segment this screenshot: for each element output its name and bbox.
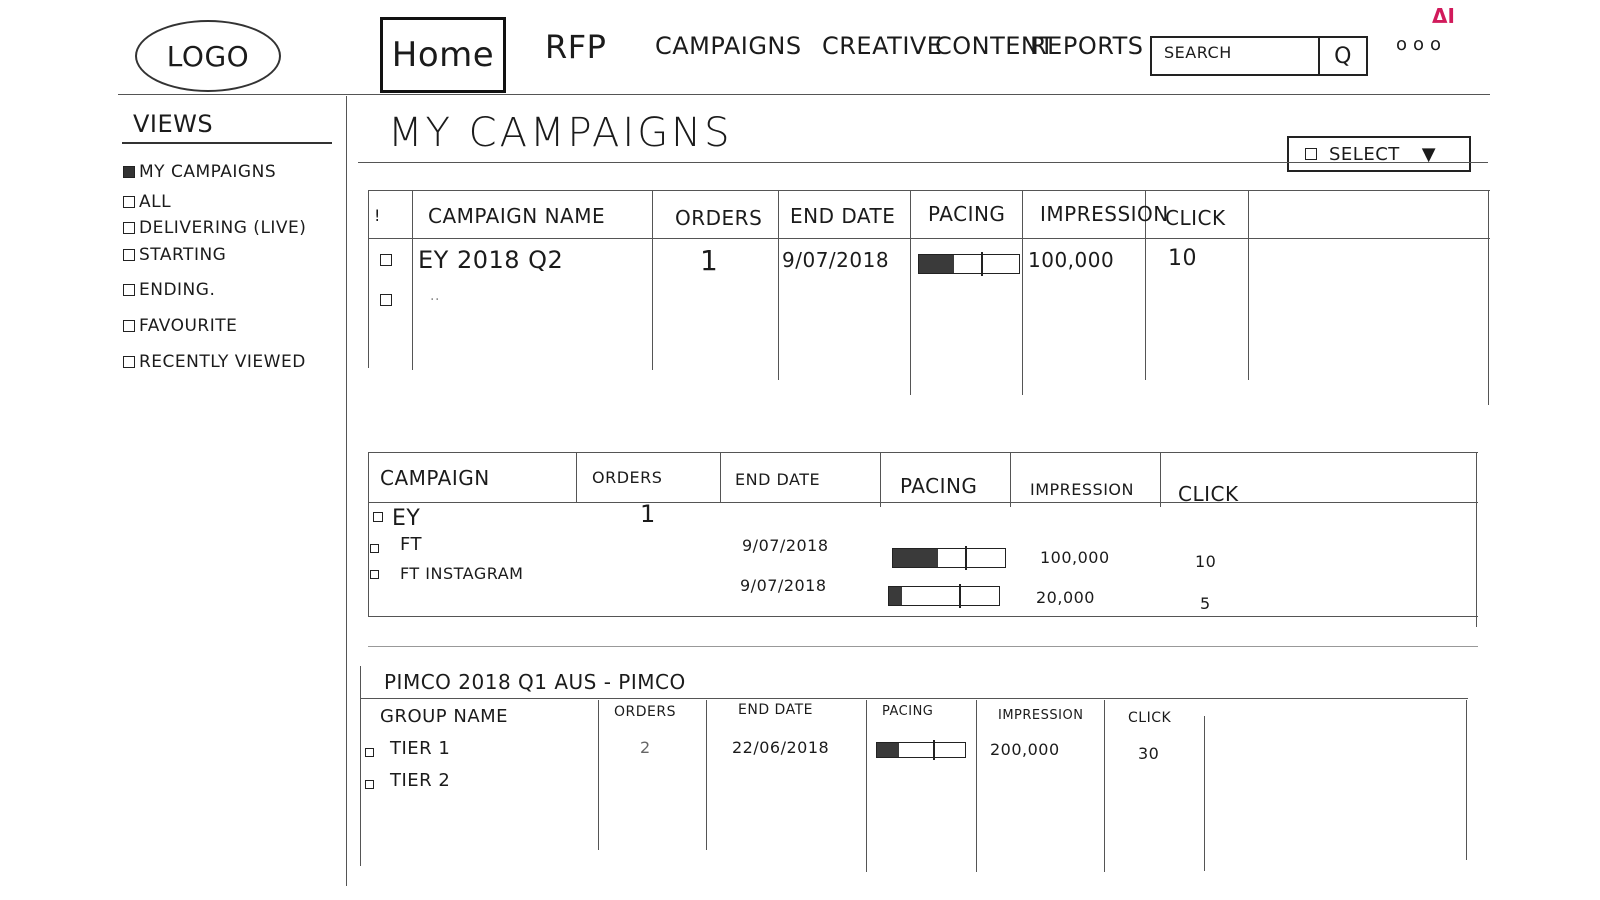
column-divider <box>412 190 413 370</box>
row-checkbox[interactable] <box>380 254 392 266</box>
table-border <box>368 452 369 617</box>
column-header-alert[interactable]: ! <box>374 206 381 225</box>
pacing-target-marker <box>981 252 983 276</box>
table-border <box>368 452 1478 453</box>
clicks-value: 10 <box>1195 552 1217 571</box>
column-header-end-date[interactable]: END DATE <box>735 470 821 489</box>
end-date-value: 9/07/2018 <box>740 576 827 595</box>
sidebar-item-starting[interactable] <box>123 245 226 265</box>
impressions-value: 200,000 <box>990 740 1060 759</box>
pacing-bar <box>888 586 1000 606</box>
pacing-bar <box>892 548 1006 568</box>
sidebar-item-recently-viewed[interactable] <box>123 352 306 372</box>
nav-creative[interactable]: CREATIVE <box>822 32 943 60</box>
logo[interactable]: LOGO <box>135 20 281 92</box>
group-table-title[interactable]: PIMCO 2018 Q1 AUS - PIMCO <box>384 670 686 694</box>
campaign-name-link[interactable]: FT <box>400 534 423 555</box>
campaign-name-link[interactable]: EY <box>392 506 421 531</box>
column-header-click[interactable]: CLICK <box>1178 482 1239 506</box>
column-header-pacing[interactable]: PACING <box>928 202 1006 226</box>
row-checkbox[interactable] <box>380 294 392 306</box>
column-divider <box>598 700 599 850</box>
column-divider <box>1010 452 1011 507</box>
pacing-bar-fill <box>893 549 938 567</box>
table-header-divider <box>368 238 1490 239</box>
sidebar-item-ending[interactable] <box>123 280 215 300</box>
group-name-link[interactable]: TIER 1 <box>390 738 451 759</box>
column-divider <box>720 452 721 502</box>
column-divider <box>778 190 779 380</box>
pacing-bar-fill <box>919 255 954 273</box>
column-divider <box>1160 452 1161 507</box>
column-header-orders[interactable]: ORDERS <box>614 704 676 720</box>
table-border <box>368 190 369 368</box>
checkbox-icon[interactable] <box>123 320 135 332</box>
table-border <box>1488 190 1489 405</box>
sidebar-item-label: MY CAMPAIGNS <box>139 162 277 182</box>
table-border <box>368 190 1490 191</box>
table-border <box>1476 452 1477 627</box>
column-divider <box>1204 716 1205 871</box>
clicks-value: 30 <box>1138 744 1160 763</box>
checkbox-icon[interactable] <box>123 356 135 368</box>
impressions-value: 20,000 <box>1036 588 1095 607</box>
column-header-impression[interactable]: IMPRESSION <box>1040 202 1169 226</box>
column-divider <box>1022 190 1023 395</box>
pacing-bar <box>918 254 1020 274</box>
pacing-bar <box>876 742 966 758</box>
sidebar-item-label: ENDING. <box>139 280 216 300</box>
column-divider <box>1104 700 1105 872</box>
nav-rfp[interactable]: RFP <box>545 28 607 66</box>
sidebar-item-favourite[interactable] <box>123 316 237 336</box>
pacing-target-marker <box>933 740 935 760</box>
end-date-value: 9/07/2018 <box>782 248 890 272</box>
nav-reports[interactable]: REPORTS <box>1030 32 1144 60</box>
campaign-name-link[interactable]: .. <box>430 288 440 304</box>
search-icon[interactable]: Q <box>1318 38 1366 74</box>
row-checkbox[interactable] <box>370 570 379 579</box>
header-divider <box>118 94 1490 95</box>
column-header-campaign-name[interactable]: CAMPAIGN NAME <box>428 204 606 228</box>
table-border <box>360 666 361 866</box>
column-divider <box>910 190 911 395</box>
chevron-down-icon: ▼ <box>1421 143 1437 165</box>
column-header-orders[interactable]: ORDERS <box>675 206 763 230</box>
checkbox-icon[interactable] <box>123 284 135 296</box>
sidebar-item-label: DELIVERING (LIVE) <box>139 218 307 238</box>
column-header-group-name[interactable]: GROUP NAME <box>380 706 509 727</box>
title-divider <box>358 162 1488 163</box>
checkbox-icon[interactable] <box>123 222 135 234</box>
column-header-impression[interactable]: IMPRESSION <box>998 708 1084 723</box>
table-header-divider <box>368 502 1478 503</box>
sidebar-title: VIEWS <box>133 110 214 138</box>
column-divider <box>880 452 881 507</box>
column-divider <box>576 452 577 502</box>
sidebar-item-delivering[interactable] <box>123 218 306 238</box>
sidebar-divider <box>346 96 347 886</box>
clicks-value: 10 <box>1168 246 1197 271</box>
sidebar-title-underline <box>122 142 332 144</box>
sidebar-item-my-campaigns[interactable] <box>123 162 276 182</box>
nav-campaigns[interactable]: CAMPAIGNS <box>655 32 802 60</box>
sidebar-item-all[interactable] <box>123 192 171 212</box>
orders-value: 2 <box>640 738 651 757</box>
nav-home[interactable]: Home <box>380 17 506 93</box>
orders-value: 1 <box>700 244 719 277</box>
column-header-click[interactable]: CLICK <box>1165 206 1226 230</box>
nav-content[interactable]: CONTENT <box>935 32 1055 60</box>
end-date-value: 22/06/2018 <box>732 738 830 757</box>
page-title: MY CAMPAIGNS <box>388 110 733 156</box>
column-divider <box>706 700 707 850</box>
pacing-target-marker <box>965 546 967 570</box>
column-divider <box>1248 190 1249 380</box>
checkbox-icon[interactable] <box>123 249 135 261</box>
column-header-end-date[interactable]: END DATE <box>790 204 896 228</box>
campaign-name-link[interactable]: EY 2018 Q2 <box>418 246 564 274</box>
sidebar-item-label: FAVOURITE <box>139 316 238 336</box>
group-name-link[interactable]: TIER 2 <box>390 770 451 791</box>
campaign-name-link[interactable]: FT INSTAGRAM <box>400 564 524 583</box>
table-border <box>368 616 1478 617</box>
column-divider <box>652 190 653 370</box>
search-input[interactable]: SEARCH <box>1164 43 1232 62</box>
column-header-end-date[interactable]: END DATE <box>738 702 813 718</box>
end-date-value: 9/07/2018 <box>742 536 829 555</box>
column-header-campaign[interactable]: CAMPAIGN <box>380 466 490 490</box>
orders-value: 1 <box>640 500 656 528</box>
table-border <box>1466 700 1467 860</box>
row-checkbox[interactable] <box>365 748 374 757</box>
sidebar-item-label: ALL <box>139 192 172 212</box>
checkbox-checked-icon[interactable] <box>123 166 135 178</box>
column-header-click[interactable]: CLICK <box>1128 710 1172 726</box>
row-checkbox[interactable] <box>370 544 379 553</box>
row-checkbox[interactable] <box>373 512 383 522</box>
column-header-pacing[interactable]: PACING <box>900 474 978 498</box>
sidebar-item-label: STARTING <box>139 245 227 265</box>
column-divider <box>976 700 977 872</box>
checkbox-icon[interactable] <box>123 196 135 208</box>
sidebar-item-label: RECENTLY VIEWED <box>139 352 306 372</box>
column-header-orders[interactable]: ORDERS <box>592 468 663 487</box>
checkbox-icon[interactable] <box>1305 148 1317 160</box>
select-label: SELECT <box>1329 143 1400 165</box>
section-divider <box>368 646 1478 647</box>
table-header-divider <box>360 698 1468 699</box>
column-divider <box>866 700 867 872</box>
impressions-value: 100,000 <box>1028 248 1115 272</box>
pacing-bar-fill <box>877 743 899 757</box>
column-header-impression[interactable]: IMPRESSION <box>1030 480 1134 499</box>
impressions-value: 100,000 <box>1040 548 1110 567</box>
row-checkbox[interactable] <box>365 780 374 789</box>
clicks-value: 5 <box>1200 594 1211 613</box>
search-box[interactable] <box>1150 36 1368 76</box>
corner-mark: ΔΙ <box>1432 4 1455 28</box>
pacing-target-marker <box>959 584 961 608</box>
pacing-bar-fill <box>889 587 902 605</box>
select-dropdown[interactable] <box>1287 136 1471 172</box>
column-header-pacing[interactable]: PACING <box>882 704 934 719</box>
more-menu-icon[interactable]: ooo <box>1396 34 1448 55</box>
